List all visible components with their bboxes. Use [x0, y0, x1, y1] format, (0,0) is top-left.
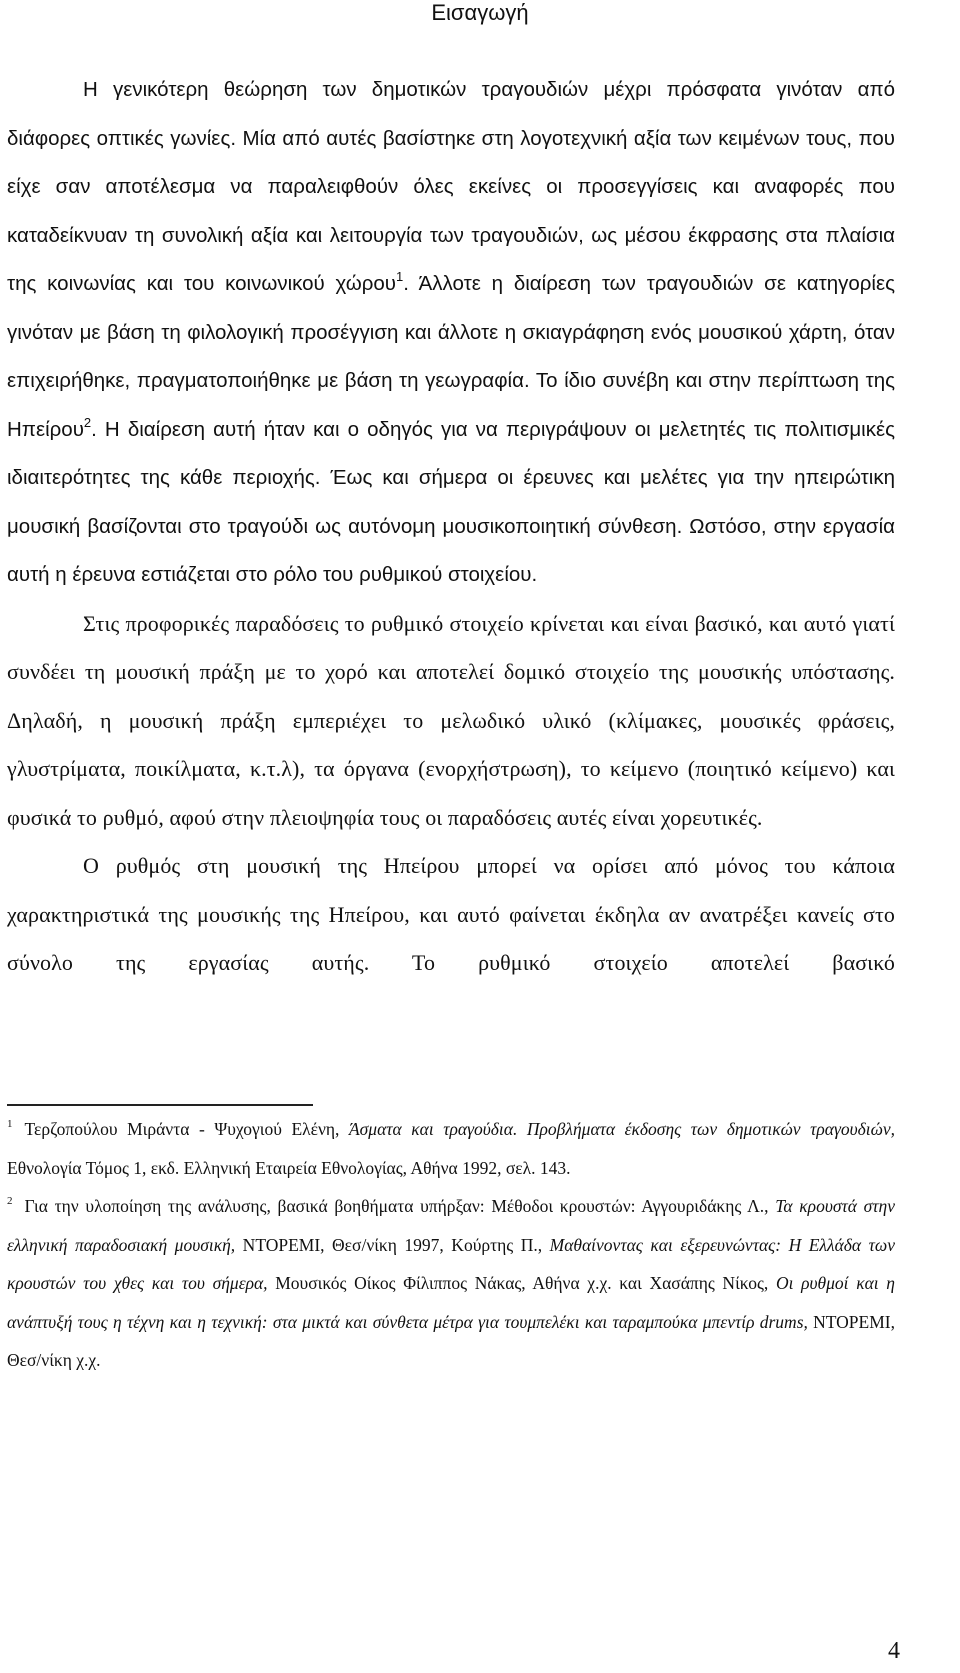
footnote-2-title-1: Τα κρουστά στην ελληνική παραδοσιακή μουσική, [7, 1196, 895, 1255]
footnote-2-intro: Για την υλοποίηση της ανάλυσης, βασικά βοηθήματα υπήρξαν: Μέθοδοι κρουστών: Αγγουριδάκης Λ., [24, 1196, 776, 1216]
footnote-2-number: 2 [7, 1195, 13, 1207]
page-title: Εισαγωγή [431, 0, 529, 25]
footnotes [7, 1110, 895, 1380]
paragraph-3: Ο ρυθμός στη μουσική της Ηπείρου μπορεί να ορίσει από μόνος του κάποια χαρακτηριστικά της μουσικής της Ηπείρου, και αυτό φαίνεται έκδηλα αν ανατρέξει κανείς στο σύνολο της εργασίας αυτής. Το ρυθμικό στοιχείο αποτελεί βασικό [7, 853, 895, 975]
paragraph-1-part-a: Η γενικότερη θεώρηση των δημοτικών τραγουδιών μέχρι πρόσφατα γινόταν από διάφορες οπτικές γωνίες. Μία από αυτές βασίστηκε στη λογοτεχνική αξία των κειμένων τους, που είχε σαν αποτέλεσμα να παραλειφθούν όλες εκείνες οι προσεγγίσεις και αναφορές που καταδείκνυαν τη συνολική αξία και λειτουργία των τραγουδιών, ως μέσου έκφρασης στα πλαίσια της κοινωνίας και του κοινωνικού χώρου [7, 78, 895, 295]
footnote-1-rest: Εθνολογία Τόμος 1, εκδ. Ελληνική Εταιρεία Εθνολογίας, Αθήνα 1992, σελ. 143. [7, 1157, 571, 1178]
footnote-1 [7, 1110, 895, 1187]
footnote-2-title-2: Μαθαίνοντας και εξερευνώντας: Η Ελλάδα των κρουστών του χθες και του σήμερα, [7, 1234, 895, 1293]
page-number: 4 [888, 1638, 900, 1664]
footnote-2-mid-2: Μουσικός Οίκος Φίλιππος Νάκας, Αθήνα χ.χ. και Χασάπης Νίκος, [267, 1273, 776, 1293]
footnote-2 [7, 1187, 895, 1380]
footnote-2-title-3: Οι ρυθμοί και η ανάπτυξή τους η τέχνη και η τεχνική: στα μικτά και σύνθετα μέτρα για τουμπελέκι και ταραμπούκα μπεντίρ drums, [7, 1273, 895, 1332]
footnote-1-number: 1 [7, 1118, 13, 1130]
footnote-ref-2: 2 [83, 414, 92, 430]
paragraph-1 [7, 66, 895, 600]
footnote-1-author: Τερζοπούλου Μιράντα - Ψυχογιού Ελένη, [24, 1119, 349, 1139]
footnote-ref-1: 1 [396, 269, 404, 284]
footnote-separator [7, 1104, 313, 1106]
body-text [7, 66, 895, 988]
paragraph-1-part-b: . Άλλοτε η διαίρεση των τραγουδιών σε κατηγορίες γινόταν με βάση τη φιλολογική προσέγγιση και άλλοτε η σκιαγράφηση ενός μουσικού χάρτη, όταν επιχειρήθηκε, πραγματοποιήθηκε με βάση τη γεωγραφία. Το ίδιο συνέβη και στην περίπτωση της Ηπείρου [7, 272, 895, 441]
paragraph-2: Στις προφορικές παραδόσεις το ρυθμικό στοιχείο κρίνεται και είναι βασικό, και αυτό γιατί συνδέει τη μουσική πράξη με το χορό και αποτελεί δομικό στοιχείο της μουσικής υπόστασης. Δηλαδή, η μουσική πράξη εμπεριέχει το μελωδικό υλικό (κλίμακες, μουσικές φράσεις, γλυστρίματα, ποικίλματα, κ.τ.λ), τα όργανα (ενορχήστρωση), το κείμενο (ποιητικό κείμενο) και φυσικά το ρυθμό, αφού στην πλειοψηφία τους οι παραδόσεις αυτές είναι χορευτικές. [7, 610, 895, 830]
footnote-2-mid-1: ΝΤΟΡΕΜΙ, Θεσ/νίκη 1997, Κούρτης Π., [235, 1234, 550, 1255]
footnote-2-end: ΝΤΟΡΕΜΙ, Θεσ/νίκη χ.χ. [7, 1311, 895, 1370]
paragraph-1-part-c: . Η διαίρεση αυτή ήταν και ο οδηγός για να περιγράψουν οι μελετητές τις πολιτισμικές ιδιαιτερότητες της κάθε περιοχής. Έως και σήμερα οι έρευνες και μελέτες για την ηπειρώτικη μουσική βασίζονται στο τραγούδι ως αυτόνομη μουσικοποιητική σύνθεση. Ωστόσο, στην εργασία αυτή η έρευνα εστιάζεται στο ρόλο του ρυθμικού στοιχείου. [7, 417, 895, 586]
footnote-1-title: Άσματα και τραγούδια. Προβλήματα έκδοσης των δημοτικών τραγουδιών, [348, 1119, 895, 1139]
